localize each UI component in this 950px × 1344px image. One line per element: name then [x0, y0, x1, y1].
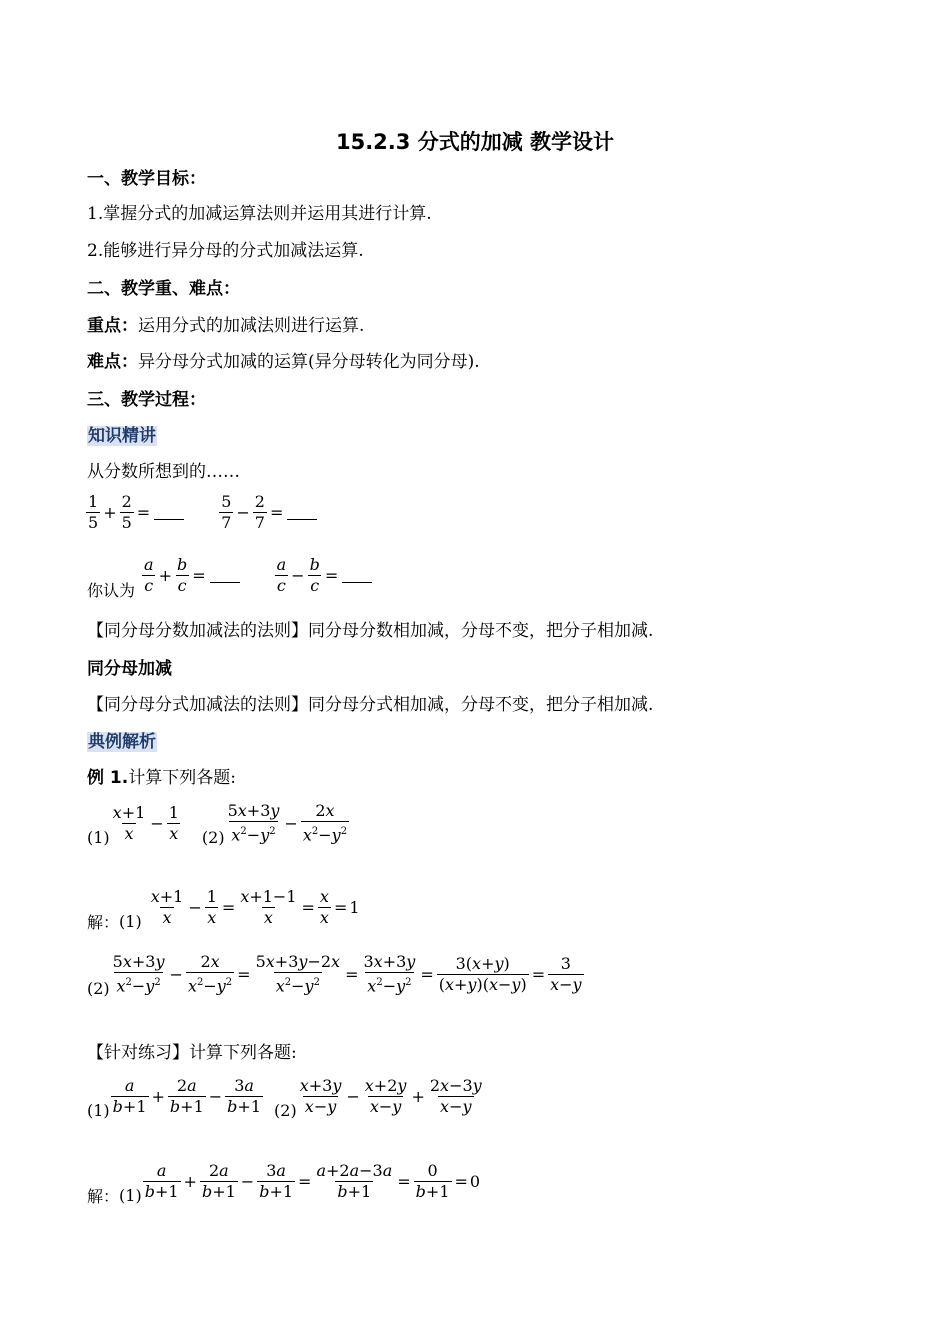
section-process-heading: 三、教学过程：: [87, 390, 206, 410]
fraction: $\frac{b}{c}$: [309, 555, 320, 595]
practice-label: 【针对练习】: [87, 1043, 189, 1063]
fraction: 5 7: [221, 492, 232, 532]
section-key-points-heading: 二、教学重、难点：: [87, 279, 240, 299]
answer-blank: [342, 581, 372, 583]
objective-2: 2.能够进行异分母的分式加减法运算.: [87, 241, 364, 261]
section-objectives-heading: 一、教学目标：: [87, 169, 206, 189]
practice-2-label: (2): [274, 1101, 297, 1120]
example-1-problems: (1) x+1 x − $\frac{1}{x}$ (2) 5x+3y $x^2-y^2$ − $\frac{2x}{x^2-y^2}$: [87, 801, 348, 847]
practice: [87, 1042, 297, 1064]
difficult-point: [87, 351, 480, 373]
practice-1-label: (1): [87, 1101, 110, 1120]
solution-1: 解： (1) x+1 x − $\frac{1}{x}$ = $\frac{x+1-1}{x}$ = $\frac{x}{x}$ = 1: [87, 887, 360, 932]
knowledge-heading-text: 知识精讲: [88, 426, 156, 446]
fraction: 1 5: [88, 492, 99, 532]
fraction: a c: [276, 555, 287, 595]
rule-same-denominator-fraction: 【同分母分数加减法的法则】同分母分数相加减，分母不变，把分子相加减.: [87, 621, 654, 641]
practice-text: 计算下列各题:: [189, 1043, 297, 1063]
intro-text: 从分数所想到的……: [87, 462, 240, 482]
you-think-label: 你认为: [87, 581, 136, 600]
example-1-label: 例 1.: [87, 768, 129, 788]
examples-heading: [87, 731, 157, 753]
problem-2-label: (2): [201, 827, 225, 847]
example-1-text: 计算下列各题:: [128, 768, 236, 788]
key-point-text: 运用分式的加减法则进行运算.: [138, 316, 365, 336]
practice-solution-label: 解：: [87, 1187, 120, 1206]
practice-solution-1: 解： (1) a b+1 + $\frac{2a}{b+1}$ − $\frac{3a}{b+1}$ = $\frac{a+2a-3a}{b+1}$ = $\frac{0}{b+1}$ = 0: [87, 1161, 481, 1206]
solution-2-label: (2): [87, 978, 110, 998]
answer-blank: [210, 581, 240, 583]
practice-problems: (1) a b+1 + $\frac{2a}{b+1}$ − $\frac{3a}{b+1}$ (2) x+3y x−y − $\frac{x+2y}{x-y}$ + $\frac{2x-3y}{x-y}$: [87, 1076, 482, 1120]
same-denominator-heading: 同分母加减: [87, 659, 172, 679]
difficult-point-text: 异分母分式加减的运算(异分母转化为同分母).: [138, 352, 480, 372]
page-title: 15.2.3 分式的加减 教学设计: [335, 130, 615, 154]
objective-1: 1.掌握分式的加减运算法则并运用其进行计算.: [87, 204, 432, 224]
example-1: [87, 767, 236, 789]
key-point: [87, 315, 364, 337]
answer-blank: [287, 518, 317, 520]
solution-label: 解：: [87, 913, 120, 932]
practice-solution-1-label: (1): [119, 1186, 142, 1205]
key-point-label: 重点：: [87, 316, 138, 336]
examples-heading-text: 典例解析: [88, 732, 156, 752]
solution-2: (2) 5x+3y $x^2-y^2$ − $\frac{2x}{x^2-y^2}$ = $\frac{5x+3y-2x}{x^2-y^2}$ = $\frac{3x+3y}{x^2-y^2}$ = $\frac{3(x+y)}{(x+y)(x-y)}$ = $\frac{3}{x-y}$: [87, 952, 582, 998]
solution-1-label: (1): [119, 912, 142, 931]
difficult-point-label: 难点：: [87, 352, 138, 372]
fraction: $\frac{2}{7}$: [254, 492, 265, 532]
answer-blank: [154, 518, 184, 520]
fraction: $\frac{2}{5}$: [121, 492, 132, 532]
knowledge-heading: [87, 425, 157, 447]
fraction: a c: [144, 555, 154, 595]
rule-same-denominator-algebraic: 【同分母分式加减法的法则】同分母分式相加减，分母不变，把分子相加减.: [87, 695, 654, 715]
fraction: $\frac{b}{c}$: [176, 555, 188, 595]
algebraic-fraction-question: 你认为 a c + $\frac{b}{c}$ = a c − $\frac{b}{c}$ =: [87, 556, 372, 595]
problem-1-label: (1): [87, 827, 110, 847]
numeric-fraction-exercises: 1 5 + $\frac{2}{5}$ = 5 7 − $\frac{2}{7}$ =: [85, 493, 317, 532]
